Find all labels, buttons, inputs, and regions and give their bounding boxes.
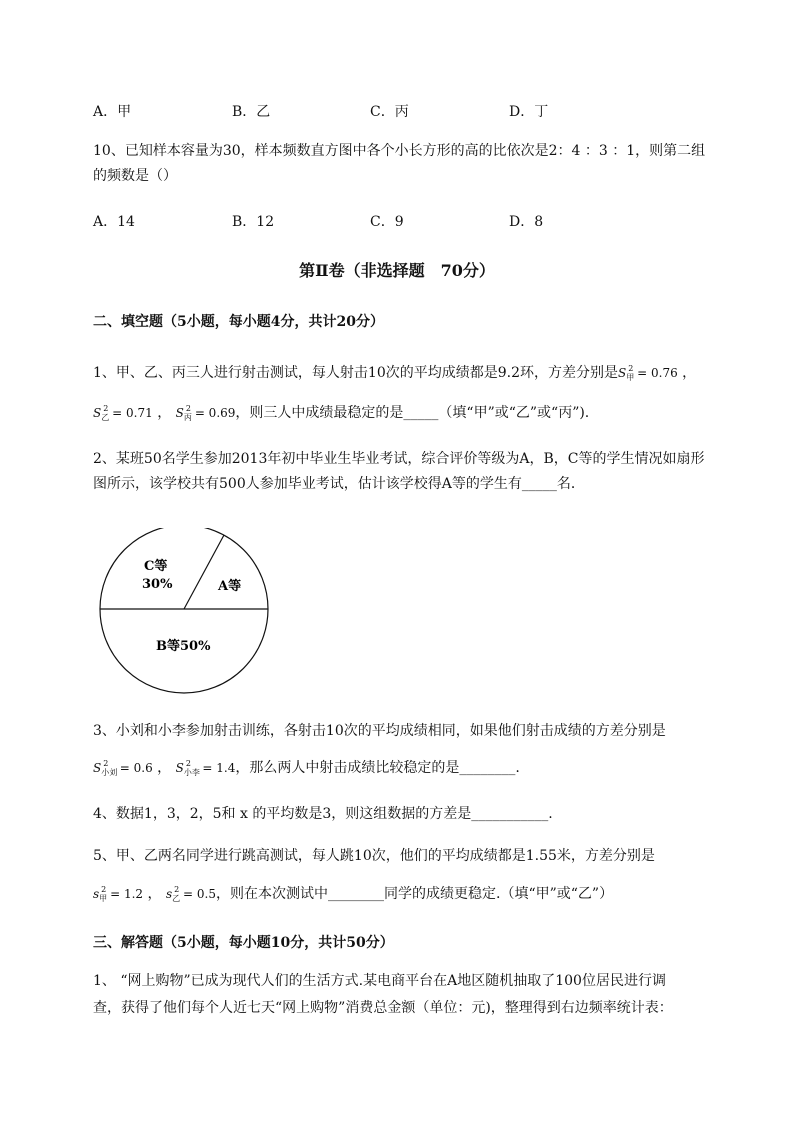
- pie-label-c-pct: 30%: [142, 577, 173, 592]
- section3-title: 三、解答题（5小题，每小题10分，共计50分）: [93, 935, 394, 951]
- fill-q3-var-li: $S_{小李}^2$ = 1.4: [175, 759, 236, 777]
- q9-option-b: B．乙: [232, 104, 271, 120]
- fill-q1-var-bing: $S_丙^2 = 0.69$: [175, 404, 236, 422]
- pie-chart: [98, 528, 278, 698]
- fill-q2-line1: 2、某班50名学生参加2013年初中毕业生毕业考试，综合评价等级为A，B，C等的学生情况如扇形: [93, 451, 705, 467]
- fill-q5-var-jia: $s_甲^2 = 1.2$: [93, 885, 144, 903]
- answer-q1-line1: 1、 “网上购物”已成为现代人们的生活方式.某电商平台在A地区随机抽取了100位居民进行调: [93, 973, 666, 989]
- pie-label-c-name: C等: [144, 559, 168, 574]
- fill-q3-text-b: ，那么两人中射击成绩比较稳定的是________.: [235, 760, 520, 776]
- fill-q2-line2: 图所示，该学校共有500人参加毕业考试，估计该学校得A等的学生有_____名．: [93, 476, 585, 492]
- fill-q5-line1: 5、甲、乙两名同学进行跳高测试，每人跳10次，他们的平均成绩都是1.55米，方差分别是: [93, 848, 655, 864]
- fill-q5-text-b: ，则在本次测试中________同学的成绩更稳定.（填“甲”或“乙”）: [216, 886, 614, 902]
- q10-option-a: A．14: [93, 214, 135, 230]
- section2-title: 二、填空题（5小题，每小题4分，共计20分）: [93, 314, 384, 330]
- fill-q1-var-yi: $S_乙^2 = 0.71$: [93, 404, 153, 422]
- fill-q1-text-a: 1、甲、乙、丙三人进行射击测试，每人射击10次的平均成绩都是9.2环，方差分别是: [93, 365, 618, 381]
- fill-q3-line1: 3、小刘和小李参加射击训练，各射击10次的平均成绩相同，如果他们射击成绩的方差分别是: [93, 723, 666, 739]
- q10-text-line2: 的频数是（）: [93, 168, 177, 184]
- part2-title: 第Ⅱ卷（非选择题 70分）: [299, 261, 495, 280]
- fill-q1-line1: 1、甲、乙、丙三人进行射击测试，每人射击10次的平均成绩都是9.2环，方差分别是$S_甲^2 = 0.76$ ，: [93, 359, 696, 388]
- fill-q5-var-yi: $s_乙^2 = 0.5$: [165, 885, 216, 903]
- fill-q4-line: 4、数据1，3，2，5和 x 的平均数是3，则这组数据的方差是___________.: [93, 806, 553, 822]
- q9-option-a: A．甲: [93, 104, 132, 120]
- q10-option-d: D．8: [509, 214, 544, 230]
- answer-q1-line2: 查，获得了他们每个人近七天“网上购物”消费总金额（单位：元)，整理得到右边频率统计表：: [93, 1000, 673, 1016]
- q10-text-line1: 10、已知样本容量为30，样本频数直方图中各个小长方形的高的比依次是2：4 ：3 ：1，则第二组: [93, 143, 706, 159]
- pie-label-a: A等: [218, 579, 242, 594]
- fill-q5-line2: $s_甲^2 = 1.2$ ， $s_乙^2 = 0.5$，则在本次测试中________同学的成绩更稳定.（填“甲”或“乙”）: [93, 880, 613, 909]
- fill-q3-var-liu: $S_{小刘}^2$ = 0.6: [93, 759, 153, 777]
- fill-q1-line2: $S_乙^2 = 0.71$ ， $S_丙^2 = 0.69$，则三人中成绩最稳定的是_____（填“甲”或“乙”或“丙”).: [93, 399, 589, 428]
- fill-q3-line2: $S_{小刘}^2$ = 0.6 ， $S_{小李}^2$ = 1.4，那么两人中射击成绩比较稳定的是________.: [93, 754, 520, 783]
- q9-option-c: C．丙: [370, 104, 409, 120]
- q9-option-d: D．丁: [509, 104, 549, 120]
- fill-q1-var-jia: $S_甲^2 = 0.76$: [617, 364, 678, 382]
- q10-option-b: B．12: [232, 214, 275, 230]
- pie-circle: [100, 528, 268, 693]
- q10-option-c: C．9: [370, 214, 404, 230]
- fill-q1-text-b: ，则三人中成绩最稳定的是_____（填“甲”或“乙”或“丙”).: [235, 405, 590, 421]
- pie-label-b: B等50%: [156, 639, 211, 654]
